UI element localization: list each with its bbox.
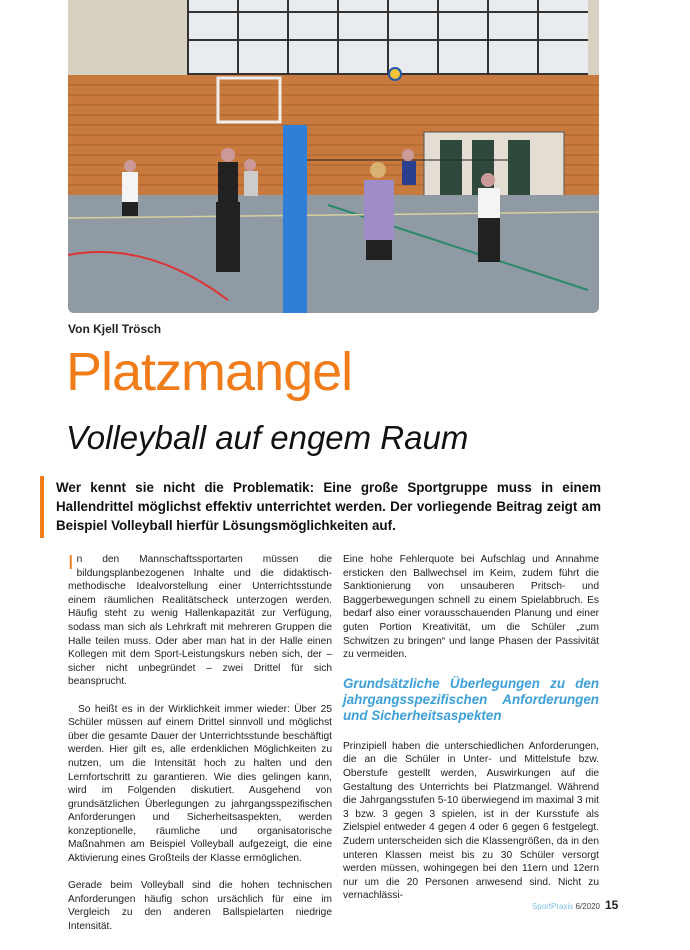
drop-cap: I	[68, 552, 74, 574]
body-paragraph: Gerade beim Volleyball sind die hohen technischen Anforderungen häufig schon ursächlich für eine im Vergleich zu den anderen Ballspielarten niedrige Intensität.	[68, 880, 332, 933]
cover-photo	[68, 0, 599, 313]
text-column-right	[343, 553, 599, 916]
article-subtitle: Volleyball auf engem Raum	[66, 419, 469, 456]
body-paragraph	[68, 553, 332, 689]
body-paragraph: Prinzipiell haben die unterschiedlichen Anforderungen, die an die Schüler in Unter- und Mittelstufe bzw. Oberstufe gestellt werden, Auswirkungen auf die Gestaltung des Unterrichts bei Platzmangel. Während die Jahrgangsstufen 5-10 überwiegend im maximal 3 mit 3 bzw. 3 gegen 3 spielen, ist in der Kursstufe als Zielspiel entweder 4 gegen 4 oder 6 gegen 6 festgelegt. Zudem unterscheiden sich die Klassengrößen, da in den unteren Klassen meist bis zu 30 Schüler versorgt werden müssen, wohingegen bei den 11ern und 12ern nur um die 20 Personen anwesend sind. Nicht zu vernachlässi-	[343, 740, 599, 902]
body-paragraph: So heißt es in der Wirklichkeit immer wieder: Über 25 Schüler müssen auf einem Drittel sinnvoll und möglichst über die gesamte Dauer der Unterrichtsstunde beschäftigt werden. Hier gilt es, alle erdenklichen Möglichkeiten zu nutzen, um die Intensität hoch zu halten und den Lernfortschritt zu garantieren. Wie dies gelingen kann, wird im Folgenden diskutiert. Ausgehend von grundsätzlichen Überlegungen zu jahrgangsspezifischen Anforderungen und Sicherheitsaspekten, werden konzeptionelle, räumliche und organisatorische Maßnahmen am Beispiel Volleyball aufgezeigt, die eine Aktivierung eines Großteils der Klasse ermöglichen.	[68, 703, 332, 865]
magazine-brand: SportPraxis	[531, 902, 574, 911]
article-title: Platzmangel	[66, 342, 353, 402]
issue-number: 6/2020	[575, 902, 600, 911]
section-heading: Grundsätzliche Überlegungen zu den jahrgangsspezifischen Anforderungen und Sicherheitsaspekten	[343, 675, 599, 723]
lead-accent-bar	[40, 476, 44, 538]
author-byline: Von Kjell Trösch	[68, 322, 162, 336]
page-number: 15	[605, 898, 619, 912]
lead-paragraph: Wer kennt sie nicht die Problematik: Eine große Sportgruppe muss in einem Hallendrittel möglichst effektiv unterrichtet werden. Der vorliegende Beitrag zeigt am Beispiel Volleyball hierfür Lösungsmöglichkeiten auf.	[56, 480, 601, 533]
page-footer	[532, 902, 600, 911]
paragraph-text: n den Mannschaftssportarten müssen die bildungsplanbezogenen Inhalte und die didaktisch-methodische Idealvorstellung einer Unterrichtsstunde einem räumlichen Realitätscheck unterzogen werden. Häufig steht zu wenig Hallenkapazität zur Verfügung, sodass man sich als Lehrkraft mit mehreren Gruppen die Halle teilen muss. Oder aber man hat in der Halle einen Kollegen mit dem Sport-Leistungskurs neben sich, der – sicher nicht unbegründet – zwei Drittel für sich beansprucht.	[68, 554, 332, 688]
body-paragraph: Eine hohe Fehlerquote bei Aufschlag und Annahme ersticken den Ballwechsel im Keim, zudem führt die Sanktionierung von unsauberen Pritsch- und Baggerbewegungen schnell zu einem Spielabbruch. Es bedarf also einer vorausschauenden Planung und einer guten Portion Kreativität, um die Schüler „zum Schwitzen zu bringen“ und lange Phasen der Passivität zu vermeiden.	[343, 554, 599, 661]
text-column-left	[68, 553, 332, 947]
gym-volleyball-photo	[68, 0, 599, 313]
